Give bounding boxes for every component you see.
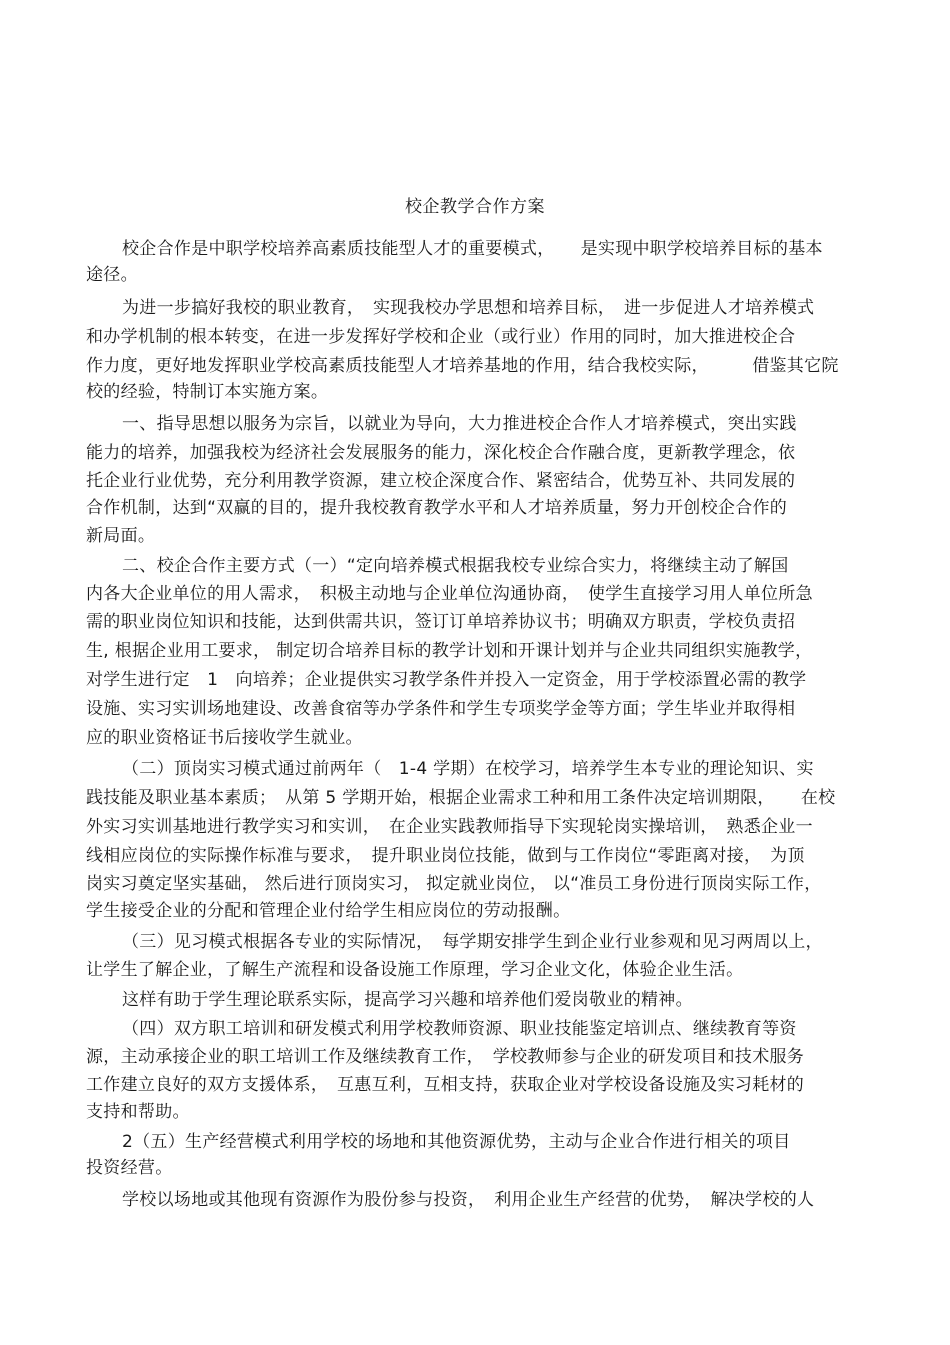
paragraph-line: 途径。 [86,265,138,285]
paragraph-line: 和办学机制的根本转变，在进一步发挥好学校和企业（或行业）作用的同时，加大推进校企合 [86,327,796,347]
paragraph-line: 对学生进行定 1 向培养；企业提供实习教学条件并投入一定资金，用于学校添置必需的教学 [86,670,807,690]
paragraph-line: 设施、实习实训场地建设、改善食宿等办学条件和学生专项奖学金等方面；学生毕业并取得相 [86,699,796,719]
paragraph-line: 工作建立良好的双方支援体系， 互惠互利，互相支持，获取企业对学校设备设施及实习耗材的 [86,1075,805,1095]
paragraph-line: 让学生了解企业，了解生产流程和设备设施工作原理，学习企业文化，体验企业生活。 [86,960,744,980]
paragraph-line: 能力的培养，加强我校为经济社会发展服务的能力，深化校企合作融合度，更新教学理念，依 [86,443,796,463]
paragraph-line: 2（五）生产经营模式利用学校的场地和其他资源优势，主动与企业合作进行相关的项目 [122,1132,791,1152]
paragraph-line: 为进一步搞好我校的职业教育， 实现我校办学思想和培养目标， 进一步促进人才培养模式 [122,298,815,318]
paragraph-line: 外实习实训基地进行教学实习和实训， 在企业实践教师指导下实现轮岗实操培训， 熟悉企业一 [86,817,813,837]
paragraph-line: 作力度，更好地发挥职业学校高素质技能型人才培养基地的作用，结合我校实际， 借鉴其它院 [86,356,839,376]
paragraph-line: 应的职业资格证书后接收学生就业。 [86,728,363,748]
paragraph-line: 二、校企合作主要方式（一）“定向培养模式根据我校专业综合实力，将继续主动了解国 [122,556,789,576]
paragraph-line: 线相应岗位的实际操作标准与要求， 提升职业岗位技能，做到与工作岗位“零距离对接， 为顶 [86,846,805,866]
paragraph-line: 学生接受企业的分配和管理企业付给学生相应岗位的劳动报酬。 [86,901,571,921]
paragraph-line: 合作机制，达到“双赢的目的，提升我校教育教学水平和人才培养质量，努力开创校企合作的 [86,498,788,518]
paragraph-line: 托企业行业优势，充分利用教学资源，建立校企深度合作、紧密结合，优势互补、共同发展的 [86,471,796,491]
paragraph-line: 学校以场地或其他现有资源作为股份参与投资， 利用企业生产经营的优势， 解决学校的人 [122,1190,815,1210]
paragraph-line: 源，主动承接企业的职工培训工作及继续教育工作， 学校教师参与企业的研发项目和技术服务 [86,1047,805,1067]
paragraph-line: 这样有助于学生理论联系实际，提高学习兴趣和培养他们爱岗敬业的精神。 [122,990,693,1010]
paragraph-line: 生, 根据企业用工要求， 制定切合培养目标的教学计划和开课计划并与企业共同组织实施教学， [86,641,813,661]
paragraph-line: 需的职业岗位知识和技能，达到供需共识，签订订单培养协议书；明确双方职责，学校负责招 [86,612,796,632]
paragraph-line: 新局面。 [86,526,156,546]
paragraph-line: （二）顶岗实习模式通过前两年（ 1-4 学期）在校学习，培养学生本专业的理论知识、实 [122,759,814,779]
paragraph-line: 岗实习奠定坚实基础， 然后进行顶岗实习， 拟定就业岗位， 以“准员工身份进行顶岗实际工作， [86,874,822,894]
paragraph-line: 投资经营。 [86,1158,173,1178]
paragraph-line: 一、指导思想以服务为宗旨，以就业为导向，大力推进校企合作人才培养模式，突出实践 [122,414,797,434]
paragraph-line: 校的经验，特制订本实施方案。 [86,382,329,402]
paragraph-line: 支持和帮助。 [86,1102,190,1122]
paragraph-line: （四）双方职工培训和研发模式利用学校教师资源、职业技能鉴定培训点、继续教育等资 [122,1019,797,1039]
paragraph-line: （三）见习模式根据各专业的实际情况， 每学期安排学生到企业行业参观和见习两周以上， [122,932,823,952]
paragraph-line: 践技能及职业基本素质； 从第 5 学期开始，根据企业需求工种和用工条件决定培训期限， 在校 [86,788,836,808]
document-title: 校企教学合作方案 [405,197,545,217]
paragraph-line: 内各大企业单位的用人需求， 积极主动地与企业单位沟通协商， 使学生直接学习用人单位所急 [86,584,813,604]
paragraph-line: 校企合作是中职学校培养高素质技能型人才的重要模式， 是实现中职学校培养目标的基本 [122,239,823,259]
